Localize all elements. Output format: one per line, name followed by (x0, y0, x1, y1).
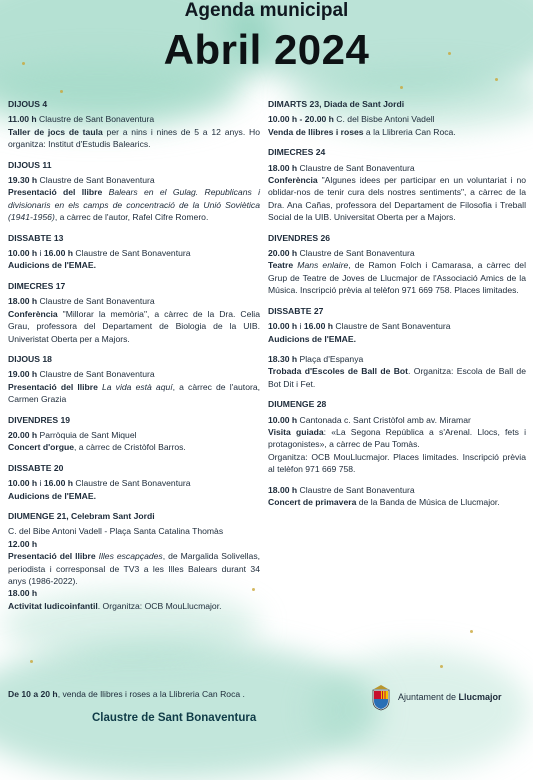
event-time-joiner: i (37, 478, 44, 489)
event-time-place (8, 295, 260, 307)
event-day: DIUMENGE 21, Celebram Sant Jordi (8, 510, 155, 521)
event-description (8, 550, 260, 587)
event-title: Presentació del llibre (8, 187, 103, 198)
event-time-place (268, 247, 526, 259)
event-time: 10.00 h - 20.00 h (268, 114, 334, 125)
event-description (268, 126, 526, 138)
event-title: Conferència (268, 175, 318, 186)
decor-fleck (470, 630, 473, 633)
logo-prefix: Ajuntament de (398, 692, 459, 702)
event-place: Claustre de Sant Bonaventura (73, 248, 191, 259)
event-desc: "Algunes idees per participar en un voluntariat i no oblidar-nos de tenir cura dels nostres sentiments", a càrrec de la Dra. Ana Cañas, professora del Departament de Filosofia i Treball Social de la UIB. Universitat Oberta per a Majors. (268, 175, 526, 223)
event-description (8, 600, 260, 612)
event-entry (8, 232, 260, 272)
event-title: Activitat ludicoinfantil (8, 600, 98, 611)
event-entry (268, 484, 526, 509)
event-time-place (8, 174, 260, 186)
event-day: DIVENDRES 19 (8, 414, 71, 425)
event-day: DIJOUS 4 (8, 99, 48, 109)
event-desc: . Organitza: OCB MouLlucmajor. (97, 600, 222, 611)
event-day: DIMARTS 23, Diada de Sant Jordi (268, 99, 405, 109)
decor-fleck (30, 660, 33, 663)
event-title: Audicions de l'EMAE. (268, 333, 356, 344)
event-desc: , de Margalida Solivellas, periodista i corresponsal de TV3 a les Illes Balears durant 34 anys (1986-2022). (8, 551, 261, 586)
event-time: 20.00 h (268, 248, 298, 259)
event-time-joiner: i (37, 248, 44, 259)
event-time: 18.00 h (8, 588, 38, 599)
event-time: 16.00 h (43, 248, 73, 259)
event-day: DIUMENGE 28 (268, 399, 327, 410)
event-place: Claustre de Sant Bonaventura (333, 321, 451, 332)
event-place: C. del Bibe Antoni Vadell - Plaça Santa Catalina Thomàs (8, 526, 224, 537)
event-title: Concert de primavera (268, 496, 357, 507)
event-time-place (8, 368, 260, 380)
event-description (8, 381, 260, 406)
event-place: Claustre de Sant Bonaventura (37, 369, 155, 380)
event-day: DIMECRES 24 (268, 147, 326, 158)
event-day: DISSABTE 20 (8, 462, 64, 473)
municipality-logo (370, 683, 502, 711)
event-title: Presentació del llibre (8, 381, 98, 392)
event-description (8, 186, 260, 223)
event-entry (8, 280, 260, 345)
event-book-title: Balears en el Gulag. Republicans i divisionaris en els camps de concentració de la Unió Soviètica (1941-1956) (8, 187, 260, 223)
event-place: Claustre de Sant Bonaventura (297, 248, 415, 259)
event-title: Venda de llibres i roses (268, 126, 364, 137)
footer-venue: Claustre de Sant Bonaventura (92, 712, 257, 724)
event-time-place (8, 247, 260, 259)
event-organizer: Organitza: OCB MouLlucmajor. Places limitades. Inscripció prèvia al telèfon 971 669 758. (268, 451, 526, 475)
event-description (268, 426, 526, 451)
event-title: Trobada d'Escoles de Ball de Bot (268, 366, 409, 377)
event-desc: , a càrrec de l'autor, Rafel Cifre Romero. (54, 212, 209, 223)
event-entry (8, 353, 260, 406)
event-desc: , a càrrec de l'autora, Carmen Grazia (8, 381, 261, 405)
event-place: Claustre de Sant Bonaventura (297, 162, 415, 173)
event-time: 19.00 h (8, 369, 38, 380)
event-entry (268, 232, 526, 297)
decor-fleck (400, 86, 403, 89)
event-time: 10.00 h (268, 414, 298, 425)
event-entry (8, 159, 260, 224)
event-desc: , a càrrec de Cristòfol Barros. (74, 442, 186, 453)
coat-of-arms-icon (370, 683, 392, 711)
event-entry (268, 98, 526, 138)
event-title: Audicions de l'EMAE. (8, 490, 96, 501)
decor-fleck (60, 90, 63, 93)
event-place: Claustre de Sant Bonaventura (37, 175, 155, 186)
event-desc: "Millorar la memòria", a càrrec de la Dra. Celia Grau, professora del Departament de Biologia de la UIB. Univeristat Oberta per a Majors. (8, 308, 260, 344)
agenda-title: Agenda municipal (184, 0, 349, 21)
footer-note-desc: , venda de llibres i roses a la Llibreria Can Roca . (57, 689, 245, 699)
event-time: 18.30 h (268, 353, 298, 364)
event-time-place (268, 414, 526, 426)
event-entry (8, 414, 260, 454)
event-day: DIJOUS 18 (8, 353, 52, 364)
event-desc: : «La Segona República a s'Arenal. Llocs, fets i protagonistes», a càrrec de Pau Tomàs. (268, 426, 526, 450)
decor-fleck (440, 665, 443, 668)
event-book-title: Mans enlaire (293, 260, 349, 271)
event-time: 10.00 h (268, 321, 298, 332)
event-time: 18.00 h (268, 162, 298, 173)
event-title: Teatre (268, 260, 294, 271)
event-day: DIVENDRES 26 (268, 232, 331, 243)
event-description (268, 259, 526, 296)
event-description (8, 308, 260, 345)
event-day: DIMECRES 17 (8, 280, 66, 291)
event-time: 18.00 h (8, 296, 38, 307)
event-time: 10.00 h (8, 248, 38, 259)
event-time-place (268, 113, 526, 125)
event-place: C. del Bisbe Antoni Vadell (333, 114, 435, 125)
event-time: 20.00 h (8, 429, 38, 440)
event-time: 16.00 h (303, 321, 333, 332)
event-time: 10.00 h (8, 478, 38, 489)
event-desc: . Organitza: Escola de Ball de Bot Dit i Fet. (268, 366, 526, 389)
event-entry (8, 98, 260, 151)
event-description (8, 441, 260, 453)
event-time-place (8, 113, 260, 125)
event-desc: a la Llibreria Can Roca. (363, 126, 456, 137)
event-place: Claustre de Sant Bonaventura (36, 114, 155, 125)
event-entry (268, 305, 526, 345)
event-entry (8, 462, 260, 502)
event-entry (8, 510, 260, 612)
event-title: Concert d'orgue (8, 442, 75, 453)
event-time-place (8, 477, 260, 489)
event-place: Claustre de Sant Bonaventura (37, 296, 155, 307)
footer-note (8, 688, 270, 700)
event-time: 19.30 h (8, 175, 38, 186)
event-time-place (8, 429, 260, 441)
event-description (268, 174, 526, 224)
event-title: Conferència (8, 308, 58, 319)
left-column (8, 98, 260, 620)
logo-name: Llucmajor (458, 692, 502, 702)
event-day: DISSABTE 13 (8, 232, 64, 243)
event-place: Claustre de Sant Bonaventura (73, 478, 191, 489)
event-time-joiner: i (297, 321, 304, 332)
event-place: Parròquia de Sant Miquel (37, 429, 137, 440)
event-title: Taller de jocs de taula (8, 126, 103, 137)
footer-note-time: De 10 a 20 h (8, 689, 58, 699)
event-place: Claustre de Sant Bonaventura (297, 484, 415, 495)
logo-label (398, 692, 502, 702)
event-time: 18.00 h (268, 484, 298, 495)
event-desc: de la Banda de Música de Llucmajor. (356, 496, 500, 507)
event-title: Presentació del llibre (8, 551, 96, 562)
right-column (268, 98, 526, 516)
event-entry (268, 146, 526, 223)
event-description (8, 126, 260, 151)
event-time-place (268, 320, 526, 332)
event-description (268, 496, 526, 508)
event-book-title: La vida està aquí (97, 381, 173, 392)
event-day: DIJOUS 11 (8, 159, 52, 170)
event-day: DISSABTE 27 (268, 305, 324, 316)
event-time-place (268, 353, 526, 365)
event-place: Plaça d'Espanya (297, 353, 364, 364)
event-book-title: Illes escapçades (95, 551, 163, 562)
event-title: Audicions de l'EMAE. (8, 260, 96, 271)
event-place: Cantonada c. Sant Cristòfol amb av. Miramar (297, 414, 471, 425)
event-time: 12.00 h (8, 538, 38, 549)
month-title: Abril 2024 (163, 26, 370, 73)
event-desc: per a nins i nines de 5 a 12 anys. Ho organitza: Institut d'Estudis Balearics. (8, 126, 261, 150)
event-entry (268, 353, 526, 390)
event-time: 16.00 h (43, 478, 73, 489)
decor-fleck (495, 78, 498, 81)
event-entry (268, 398, 526, 475)
event-title: Visita guiada (268, 426, 324, 437)
event-desc: , de Ramon Folch i Camarasa, a càrrec del Grup de Teatre de Joves de Llucmajor de l'Associació Amics de la Música. Inscripció prèvia al telèfon 971 669 758. Places limitades. (268, 260, 526, 296)
event-time: 11.00 h (8, 114, 37, 125)
event-time-place (268, 162, 526, 174)
event-time-place (268, 484, 526, 496)
event-description (268, 365, 526, 390)
